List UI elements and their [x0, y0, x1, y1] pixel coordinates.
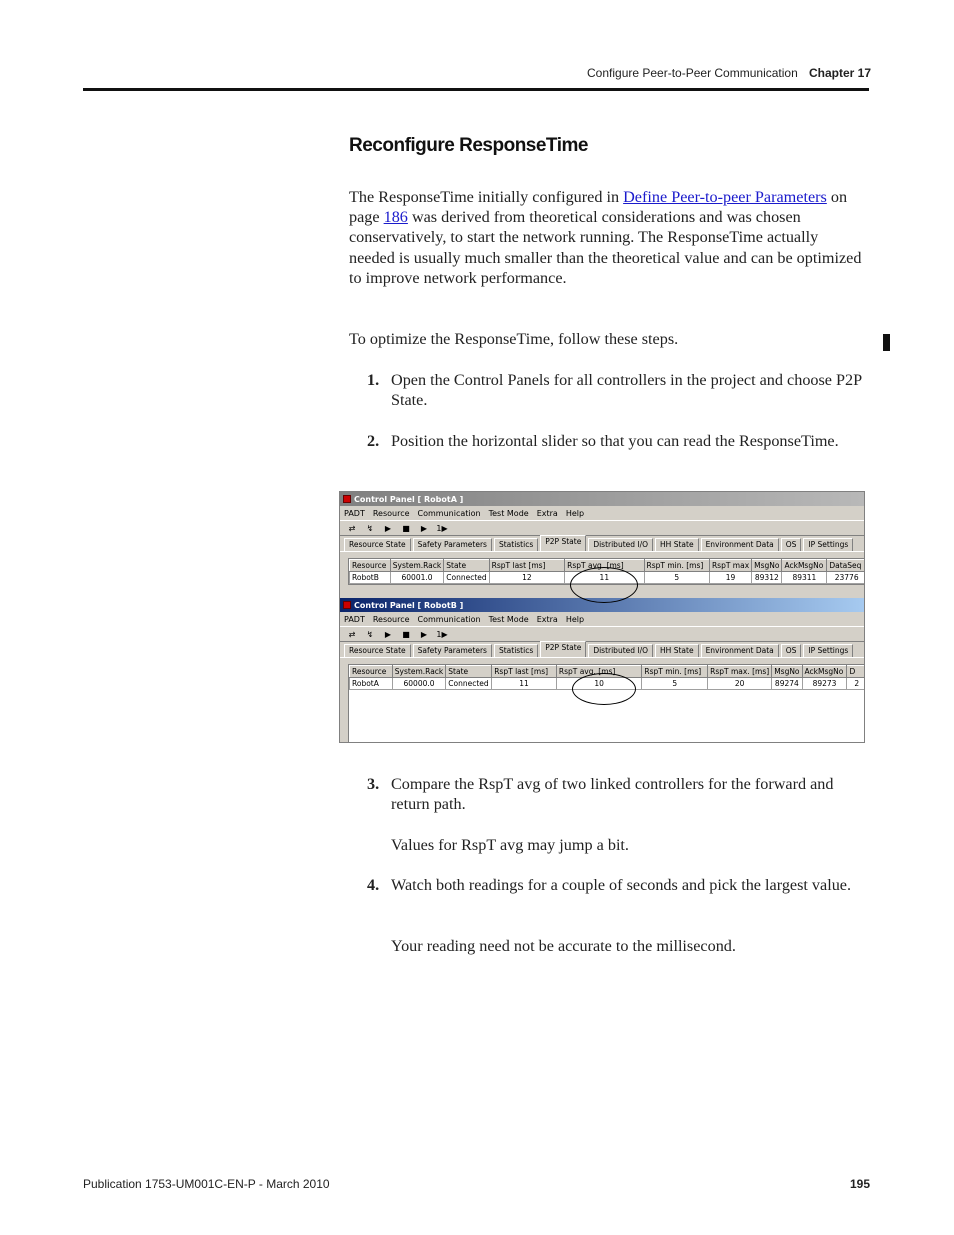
col-header[interactable]: RspT min. [ms]: [644, 560, 709, 572]
step-icon[interactable]: ▶: [420, 629, 428, 639]
step-text: Watch both readings for a couple of seconds and pick the largest value.: [391, 876, 852, 894]
page-186-link[interactable]: 186: [383, 208, 408, 227]
col-header[interactable]: AckMsgNo: [802, 666, 847, 678]
control-panel-screenshot: [339, 491, 865, 743]
menu-test-mode[interactable]: Test Mode: [488, 508, 529, 518]
tab-p2p-state[interactable]: P2P State: [540, 535, 586, 551]
tab-safety-parameters[interactable]: Safety Parameters: [413, 538, 492, 551]
menu-padt[interactable]: PADT: [344, 614, 365, 624]
window-titlebar: [340, 492, 864, 506]
section-title: Reconfigure ResponseTime: [349, 135, 588, 156]
cell-ackmsgno: 89273: [802, 678, 847, 690]
intro-paragraph: [349, 187, 864, 288]
col-header[interactable]: Resource: [350, 560, 391, 572]
cell-rspt-min: 5: [642, 678, 708, 690]
tab-strip: [340, 642, 864, 658]
cell-rspt-avg: 10: [556, 678, 642, 690]
col-header[interactable]: MsgNo: [752, 560, 782, 572]
stop-icon[interactable]: ■: [402, 629, 410, 639]
tab-hh-state[interactable]: HH State: [655, 538, 699, 551]
tab-ip-settings[interactable]: IP Settings: [803, 644, 853, 657]
single-step-icon[interactable]: 1▶: [436, 523, 448, 533]
tab-safety-parameters[interactable]: Safety Parameters: [413, 644, 492, 657]
menu-extra[interactable]: Extra: [536, 508, 558, 518]
col-header[interactable]: System.Rack: [390, 560, 443, 572]
toolbar: [340, 520, 864, 536]
change-bar: [883, 334, 890, 351]
col-header[interactable]: RspT last [ms]: [489, 560, 565, 572]
step-4-note: Your reading need not be accurate to the millisecond.: [391, 937, 736, 955]
window-title: Control Panel [ RobotA ]: [354, 494, 464, 504]
tab-distributed-io[interactable]: Distributed I/O: [588, 538, 653, 551]
menu-help[interactable]: Help: [565, 614, 585, 624]
step-text: Open the Control Panels for all controllers in the project and choose P2P State.: [391, 371, 862, 410]
intro-text-post: was derived from theoretical considerations and was chosen conservatively, to start the network running. The ResponseTime actually needed is usually much smaller than the theoretical value and can be optimized to improve network performance.: [349, 208, 862, 287]
page-number: 195: [850, 1177, 871, 1191]
col-header[interactable]: RspT max: [709, 560, 751, 572]
tab-distributed-io[interactable]: Distributed I/O: [588, 644, 653, 657]
tab-os[interactable]: OS: [781, 644, 802, 657]
cell-rspt-last: 11: [492, 678, 557, 690]
step-text: Compare the RspT avg of two linked controllers for the forward and return path.: [391, 775, 834, 814]
control-panel-window-b: [340, 598, 864, 743]
connect-icon[interactable]: ⇄: [348, 523, 356, 533]
cell-system-rack: 60001.0: [390, 572, 443, 584]
cell-system-rack: 60000.0: [392, 678, 445, 690]
intro-text-mid: on page: [349, 188, 848, 227]
col-header[interactable]: State: [446, 666, 492, 678]
col-header[interactable]: RspT max. [ms]: [708, 666, 772, 678]
cell-state: Connected: [446, 678, 492, 690]
step-text: Position the horizontal slider so that you can read the ResponseTime.: [391, 432, 839, 450]
define-p2p-parameters-link[interactable]: Define Peer-to-peer Parameters: [623, 188, 827, 206]
col-header[interactable]: MsgNo: [772, 666, 802, 678]
cell-msgno: 89312: [752, 572, 782, 584]
cell-msgno: 89274: [772, 678, 802, 690]
tab-statistics[interactable]: Statistics: [494, 644, 538, 657]
menu-padt[interactable]: PADT: [344, 508, 365, 518]
cell-rspt-max: 20: [708, 678, 772, 690]
single-step-icon[interactable]: 1▶: [436, 629, 448, 639]
col-header[interactable]: State: [444, 560, 489, 572]
cell-rspt-max: 19: [709, 572, 751, 584]
col-header[interactable]: RspT avg. [ms]: [556, 666, 642, 678]
cell-rspt-min: 5: [644, 572, 709, 584]
step-3-note: Values for RspT avg may jump a bit.: [391, 836, 629, 854]
toolbar: [340, 626, 864, 642]
tab-p2p-state[interactable]: P2P State: [540, 641, 586, 657]
running-header-section: Configure Peer-to-Peer Communication: [587, 66, 798, 80]
highlight-oval-robotb: [572, 673, 636, 705]
play-icon[interactable]: ▶: [384, 629, 392, 639]
col-header[interactable]: RspT last [ms]: [492, 666, 557, 678]
tab-strip: [340, 536, 864, 552]
step-number: 1.: [367, 371, 380, 389]
menu-resource[interactable]: Resource: [372, 614, 410, 624]
tab-environment-data[interactable]: Environment Data: [701, 538, 779, 551]
step-number: 2.: [367, 432, 380, 450]
play-icon[interactable]: ▶: [384, 523, 392, 533]
col-header[interactable]: Resource: [350, 666, 393, 678]
menu-communication[interactable]: Communication: [417, 614, 481, 624]
tab-os[interactable]: OS: [781, 538, 802, 551]
cell-resource: RobotA: [350, 678, 393, 690]
col-header[interactable]: DataSeq: [827, 560, 865, 572]
running-header-chapter: Chapter 17: [809, 66, 872, 80]
menu-communication[interactable]: Communication: [417, 508, 481, 518]
disconnect-icon[interactable]: ↯: [366, 523, 374, 533]
cell-dataseq: 2: [847, 678, 865, 690]
menu-extra[interactable]: Extra: [536, 614, 558, 624]
header-rule: [83, 88, 869, 91]
col-header[interactable]: AckMsgNo: [782, 560, 827, 572]
cell-rspt-last: 12: [489, 572, 565, 584]
col-header[interactable]: RspT avg. [ms]: [565, 560, 644, 572]
app-icon: [343, 495, 351, 503]
stop-icon[interactable]: ■: [402, 523, 410, 533]
footer-publication: Publication 1753-UM001C-EN-P - March 2010: [83, 1177, 330, 1191]
tab-statistics[interactable]: Statistics: [494, 538, 538, 551]
menu-bar: [340, 612, 864, 626]
col-header[interactable]: D: [847, 666, 865, 678]
tab-resource-state[interactable]: Resource State: [344, 538, 411, 551]
step-number: 3.: [367, 775, 380, 793]
lead-paragraph: To optimize the ResponseTime, follow these steps.: [349, 330, 679, 348]
menu-test-mode[interactable]: Test Mode: [488, 614, 529, 624]
highlight-oval-robota: [570, 567, 638, 603]
cell-rspt-avg: 11: [565, 572, 644, 584]
cell-state: Connected: [444, 572, 489, 584]
tab-hh-state[interactable]: HH State: [655, 644, 699, 657]
app-icon: [343, 601, 351, 609]
step-number: 4.: [367, 876, 380, 894]
connect-icon[interactable]: ⇄: [348, 629, 356, 639]
disconnect-icon[interactable]: ↯: [366, 629, 374, 639]
menu-resource[interactable]: Resource: [372, 508, 410, 518]
tab-ip-settings[interactable]: IP Settings: [803, 538, 853, 551]
cell-ackmsgno: 89311: [782, 572, 827, 584]
cell-dataseq: 23776: [827, 572, 865, 584]
step-icon[interactable]: ▶: [420, 523, 428, 533]
col-header[interactable]: System.Rack: [392, 666, 445, 678]
tab-environment-data[interactable]: Environment Data: [701, 644, 779, 657]
intro-text-pre: The ResponseTime initially configured in: [349, 188, 624, 206]
menu-help[interactable]: Help: [565, 508, 585, 518]
col-header[interactable]: RspT min. [ms]: [642, 666, 708, 678]
tab-resource-state[interactable]: Resource State: [344, 644, 411, 657]
menu-bar: [340, 506, 864, 520]
cell-resource: RobotB: [350, 572, 391, 584]
window-title: Control Panel [ RobotB ]: [354, 600, 464, 610]
